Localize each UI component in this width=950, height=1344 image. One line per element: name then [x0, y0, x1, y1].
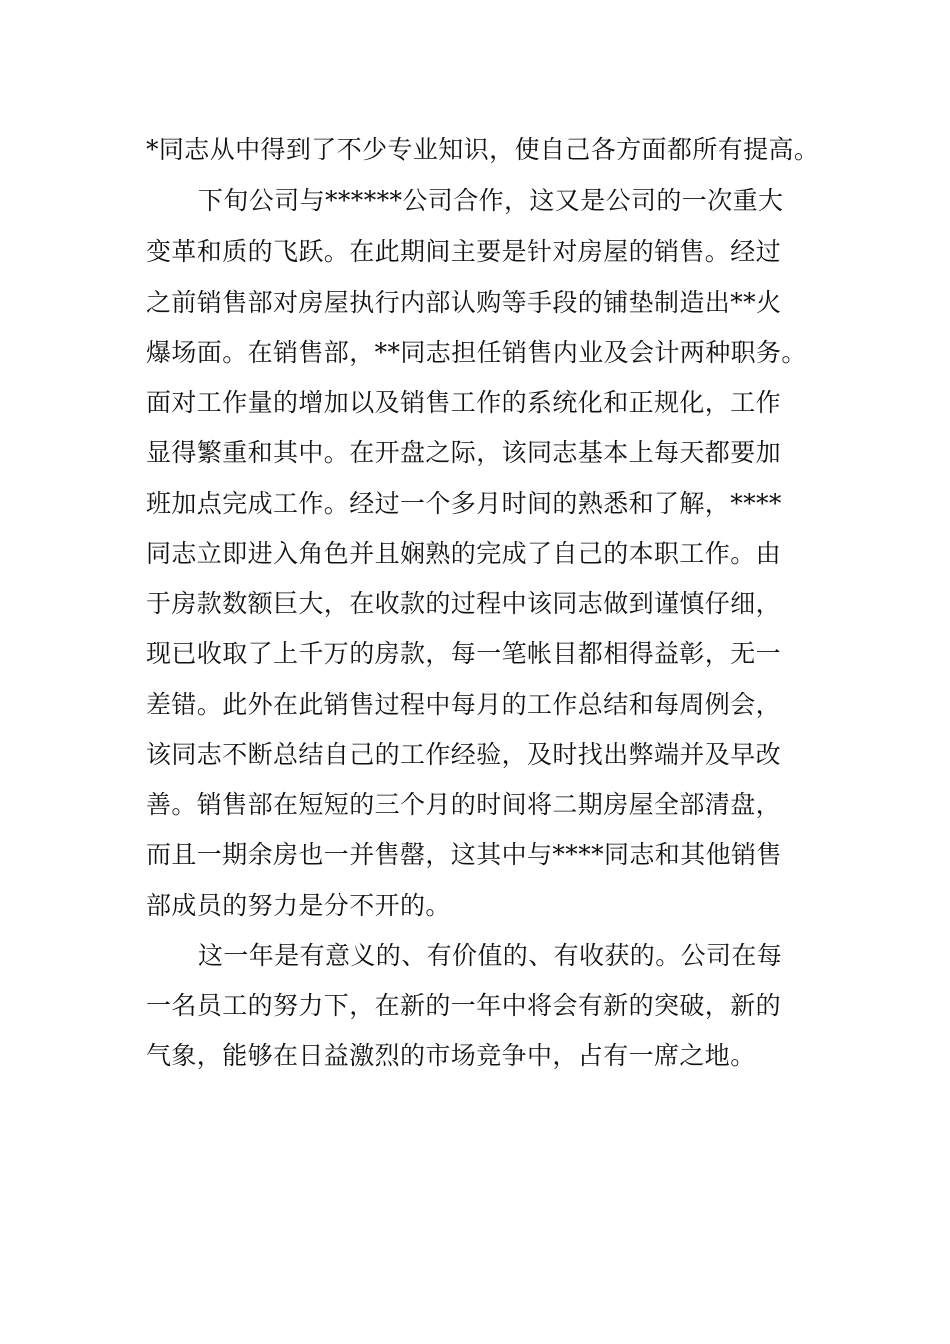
paragraph-line: 差错。此外在此销售过程中每月的工作总结和每周例会， [146, 690, 782, 719]
paragraph-line: 面对工作量的增加以及销售工作的系统化和正规化，工作 [146, 388, 782, 417]
paragraph-line: 下旬公司与******公司合作，这又是公司的一次重大 [198, 186, 784, 215]
paragraph-line: 同志立即进入角色并且娴熟的完成了自己的本职工作。由 [146, 539, 782, 568]
paragraph-line: 之前销售部对房屋执行内部认购等手段的铺垫制造出**火 [146, 288, 782, 317]
paragraph-line: 显得繁重和其中。在开盘之际，该同志基本上每天都要加 [146, 438, 782, 467]
paragraph-line: 现已收取了上千万的房款，每一笔帐目都相得益彰，无一 [146, 639, 782, 668]
paragraph-line: 这一年是有意义的、有价值的、有收获的。公司在每 [198, 941, 783, 970]
paragraph-line: 气象，能够在日益激烈的市场竞争中，占有一席之地。 [146, 1041, 756, 1070]
paragraph-line: *同志从中得到了不少专业知识，使自己各方面都所有提高。 [146, 135, 820, 164]
paragraph-line: 部成员的努力是分不开的。 [146, 891, 451, 920]
paragraph-line: 变革和质的飞跃。在此期间主要是针对房屋的销售。经过 [146, 237, 782, 266]
paragraph-line: 班加点完成工作。经过一个多月时间的熟悉和了解，**** [146, 489, 782, 518]
paragraph-line: 而且一期余房也一并售罄，这其中与****同志和其他销售 [146, 840, 782, 869]
paragraph-line: 该同志不断总结自己的工作经验，及时找出弊端并及早改 [146, 740, 782, 769]
paragraph-line: 爆场面。在销售部，**同志担任销售内业及会计两种职务。 [146, 338, 807, 367]
paragraph-line: 善。销售部在短短的三个月的时间将二期房屋全部清盘， [146, 790, 782, 819]
paragraph-line: 一名员工的努力下，在新的一年中将会有新的突破，新的 [146, 991, 782, 1020]
paragraph-line: 于房款数额巨大，在收款的过程中该同志做到谨慎仔细， [146, 589, 782, 618]
